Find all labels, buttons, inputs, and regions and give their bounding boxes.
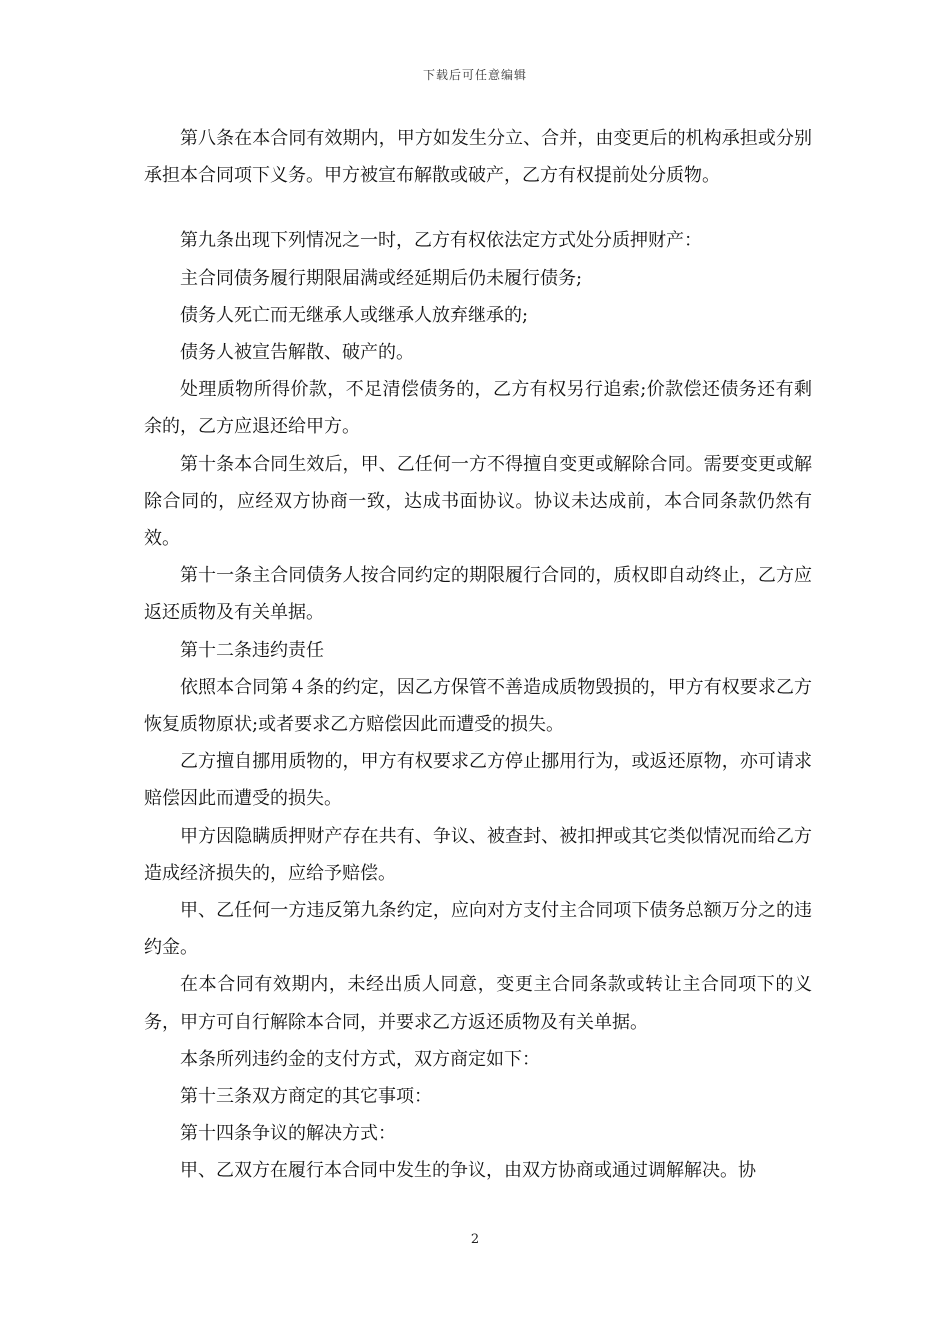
page-number: 2 bbox=[470, 1232, 480, 1247]
liability-item-1: 依照本合同第４条的约定，因乙方保管不善造成质物毁损的，甲方有权要求乙方恢复质物原状;或者要求乙方赔偿因此而遭受的损失。 bbox=[144, 676, 812, 736]
document-body bbox=[144, 120, 812, 1190]
article-13-heading: 第十三条双方商定的其它事项： bbox=[180, 1086, 432, 1108]
proceeds-paragraph: 处理质物所得价款，不足清偿债务的，乙方有权另行追索;价款偿还债务还有剩余的，乙方应退还给甲方。 bbox=[144, 379, 812, 438]
liability-item-5: 在本合同有效期内，未经出质人同意，变更主合同条款或转让主合同项下的义务，甲方可自行解除本合同，并要求乙方返还质物及有关单据。 bbox=[144, 974, 812, 1033]
article-8-paragraph: 第八条在本合同有效期内，甲方如发生分立、合并，由变更后的机构承担或分别承担本合同项下义务。甲方被宣布解散或破产，乙方有权提前处分质物。 bbox=[144, 128, 812, 187]
article-9-item-1: 主合同债务履行期限届满或经延期后仍未履行债务; bbox=[180, 267, 583, 289]
article-9-item-2: 债务人死亡而无继承人或继承人放弃继承的; bbox=[180, 304, 529, 326]
dispute-resolution-paragraph: 甲、乙双方在履行本合同中发生的争议，由双方协商或通过调解解决。协 bbox=[180, 1160, 756, 1182]
liability-item-2: 乙方擅自挪用质物的，甲方有权要求乙方停止挪用行为，或返还原物，亦可请求赔偿因此而遭受的损失。 bbox=[144, 751, 812, 810]
liability-item-3: 甲方因隐瞒质押财产存在共有、争议、被查封、被扣押或其它类似情况而给乙方造成经济损失的，应给予赔偿。 bbox=[144, 825, 812, 884]
article-14-heading: 第十四条争议的解决方式： bbox=[180, 1123, 396, 1145]
article-9-item-3: 债务人被宣告解散、破产的。 bbox=[180, 342, 414, 364]
paragraph-gap bbox=[144, 194, 812, 222]
liability-item-4: 甲、乙任何一方违反第九条约定，应向对方支付主合同项下债务总额万分之的违约金。 bbox=[144, 900, 812, 959]
page-header-note: 下载后可任意编辑 bbox=[422, 68, 527, 82]
article-12-heading: 第十二条违约责任 bbox=[180, 639, 324, 661]
article-9-paragraph: 第九条出现下列情况之一时，乙方有权依法定方式处分质押财产： bbox=[180, 230, 702, 252]
article-11-paragraph: 第十一条主合同债务人按合同约定的期限履行合同的，质权即自动终止，乙方应返还质物及有关单据。 bbox=[144, 565, 812, 624]
article-10-paragraph: 第十条本合同生效后，甲、乙任何一方不得擅自变更或解除合同。需要变更或解除合同的，应经双方协商一致，达成书面协议。协议未达成前，本合同条款仍然有效。 bbox=[144, 453, 812, 550]
penalty-payment-paragraph: 本条所列违约金的支付方式，双方商定如下： bbox=[180, 1048, 540, 1070]
